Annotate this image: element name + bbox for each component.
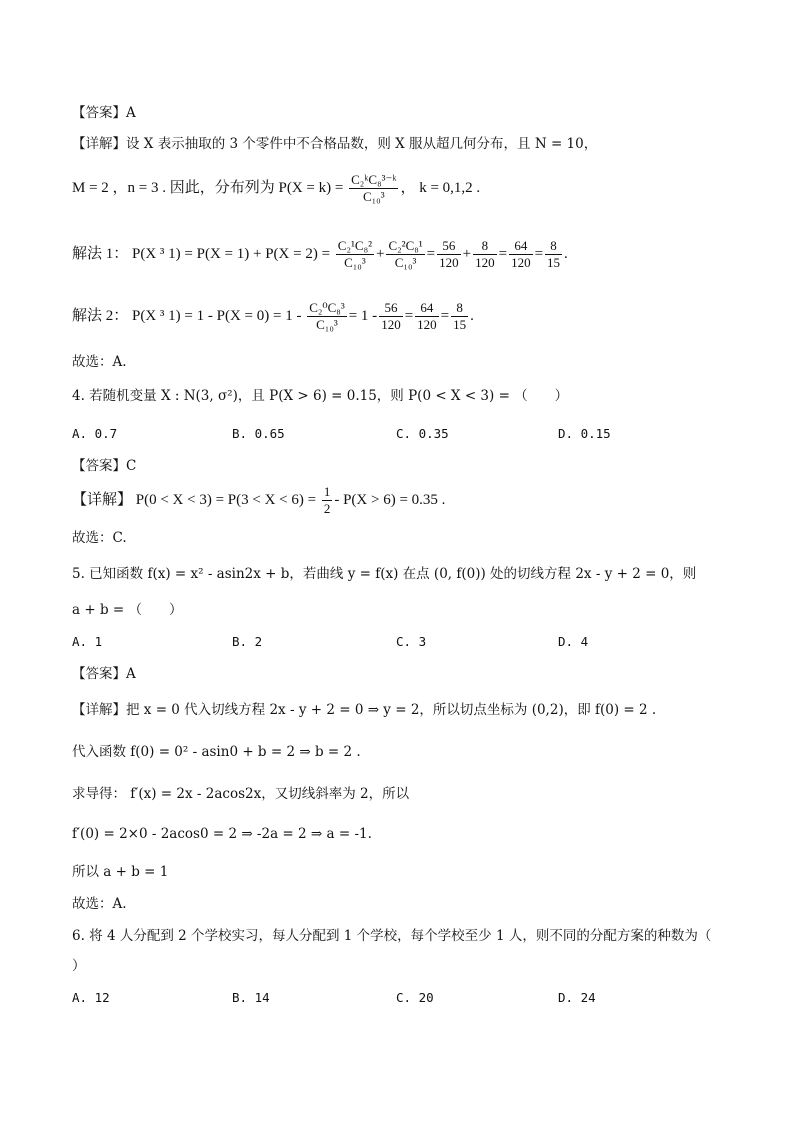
fraction-numerator: 56 xyxy=(437,238,461,255)
detail-5-line-4: f′(0) = 2×0 - 2acos0 = 2 ⇒ -2a = 2 ⇒ a = -1. xyxy=(72,826,372,842)
method-2-fraction-4 xyxy=(451,300,468,333)
fraction-denominator: 2 xyxy=(323,501,331,516)
operator: = xyxy=(404,308,414,324)
detail-previous-line-1: 【详解】设 X 表示抽取的 3 个零件中不合格品数，则 X 服从超几何分布，且 N = 10， xyxy=(72,136,598,152)
method-1-fraction-3 xyxy=(437,238,461,271)
k-values-text: ， k = 0,1,2 . xyxy=(400,180,481,196)
question-5-line-1: 5. 已知函数 f(x) = x² - asin2x + b，若曲线 y = f(x) 在点 (0, f(0)) 处的切线方程 2x - y + 2 = 0，则 xyxy=(72,566,697,582)
question-5-line-2: a + b = （ ） xyxy=(72,602,183,618)
q4-option-b: B. 0.65 xyxy=(232,426,285,441)
choose-previous: 故选：A. xyxy=(72,354,127,370)
choose-5: 故选：A. xyxy=(72,896,127,912)
period: . xyxy=(564,246,568,262)
half-fraction xyxy=(322,484,333,517)
q4-option-d: D. 0.15 xyxy=(558,426,611,441)
fraction-numerator: 56 xyxy=(379,300,403,317)
q5-option-c: C. 3 xyxy=(396,634,427,649)
q6-option-c: C. 20 xyxy=(396,990,434,1005)
fraction-denominator: C₁₀³ xyxy=(362,189,385,204)
question-4: 4. 若随机变量 X : N(3, σ²)，且 P(X > 6) = 0.15，则 P(0 < X < 3) = （ ） xyxy=(72,388,569,404)
fraction-numerator: 64 xyxy=(509,238,533,255)
fraction-numerator: C₂ᵏC₈³⁻ᵏ xyxy=(351,172,397,187)
fraction-numerator: 64 xyxy=(415,300,439,317)
question-6-line-1: 6. 将 4 人分配到 2 个学校实习，每人分配到 1 个学校，每个学校至少 1 人，则不同的分配方案的种数为（ xyxy=(72,928,712,944)
hypergeometric-fraction xyxy=(349,172,398,205)
fraction-numerator: 8 xyxy=(473,238,497,255)
fraction-denominator: C₁₀³ xyxy=(394,255,417,270)
detail-5-line-1: 【详解】把 x = 0 代入切线方程 2x - y + 2 = 0 ⇒ y = 2，所以切点坐标为 (0,2)，即 f(0) = 2 . xyxy=(72,702,657,718)
q5-option-b: B. 2 xyxy=(232,634,263,649)
fraction-numerator: C₂⁰C₈³ xyxy=(309,300,345,315)
q4-option-c: C. 0.35 xyxy=(396,426,449,441)
method-1-fraction-4 xyxy=(473,238,497,271)
fraction-denominator: C₁₀³ xyxy=(344,255,366,270)
method-1-fraction-1 xyxy=(336,238,374,271)
method-2-fraction-2 xyxy=(379,300,403,333)
fraction-denominator: 120 xyxy=(439,255,459,270)
fraction-denominator: 120 xyxy=(381,317,401,332)
choose-4: 故选：C. xyxy=(72,530,127,546)
method-1-prefix: 解法 1： P(X ³ 1) = P(X = 1) + P(X = 2) = xyxy=(72,246,334,262)
method-2-line xyxy=(72,296,734,336)
fraction-numerator: 8 xyxy=(451,300,468,317)
fraction-denominator: 15 xyxy=(547,255,561,270)
method-2-fraction-1 xyxy=(307,300,347,333)
operator: = xyxy=(498,246,508,262)
fraction-numerator: 8 xyxy=(545,238,562,255)
operator: + xyxy=(462,246,472,262)
detail-4 xyxy=(72,480,734,520)
fraction-denominator: 120 xyxy=(417,317,437,332)
fraction-numerator: 1 xyxy=(323,484,331,499)
detail-previous-line-2 xyxy=(72,168,734,208)
q5-option-a: A. 1 xyxy=(72,634,103,649)
answer-4: 【答案】C xyxy=(72,458,137,474)
q4-option-a: A. 0.7 xyxy=(72,426,118,441)
fraction-denominator: 120 xyxy=(511,255,531,270)
answer-5: 【答案】A xyxy=(72,666,136,682)
operator: = 1 - xyxy=(348,308,378,324)
q6-option-a: A. 12 xyxy=(72,990,110,1005)
operator: = xyxy=(534,246,544,262)
fraction-denominator: C₁₀³ xyxy=(316,317,338,332)
detail-4-prefix: 【详解】 P(0 < X < 3) = P(3 < X < 6) = xyxy=(72,492,320,508)
q6-option-b: B. 14 xyxy=(232,990,270,1005)
detail-4-suffix: - P(X > 6) = 0.35 . xyxy=(334,492,446,508)
answer-previous: 【答案】A xyxy=(72,105,136,121)
method-2-fraction-3 xyxy=(415,300,439,333)
fraction-denominator: 120 xyxy=(475,255,495,270)
operator: + xyxy=(376,246,385,262)
detail-5-line-2: 代入函数 f(0) = 0² - asin0 + b = 2 ⇒ b = 2 . xyxy=(72,744,361,760)
q5-option-d: D. 4 xyxy=(558,634,589,649)
method-1-fraction-2 xyxy=(386,238,424,271)
detail-5-line-3: 求导得： f′(x) = 2x - 2acos2x，又切线斜率为 2，所以 xyxy=(72,786,410,802)
detail-5-line-5: 所以 a + b = 1 xyxy=(72,864,169,880)
fraction-numerator: C₂²C₈¹ xyxy=(388,238,423,253)
distribution-text: M = 2 ，n = 3 . 因此，分布列为 P(X = k) = xyxy=(72,180,348,196)
method-1-fraction-6 xyxy=(545,238,562,271)
question-6-line-2: ） xyxy=(72,958,86,974)
fraction-numerator: C₂¹C₈² xyxy=(337,238,372,253)
operator: = xyxy=(440,308,450,324)
period: . xyxy=(470,308,474,324)
operator: = xyxy=(426,246,436,262)
q6-option-d: D. 24 xyxy=(558,990,596,1005)
method-1-line xyxy=(72,234,734,274)
method-1-fraction-5 xyxy=(509,238,533,271)
method-2-prefix: 解法 2： P(X ³ 1) = 1 - P(X = 0) = 1 - xyxy=(72,308,306,324)
fraction-denominator: 15 xyxy=(453,317,467,332)
